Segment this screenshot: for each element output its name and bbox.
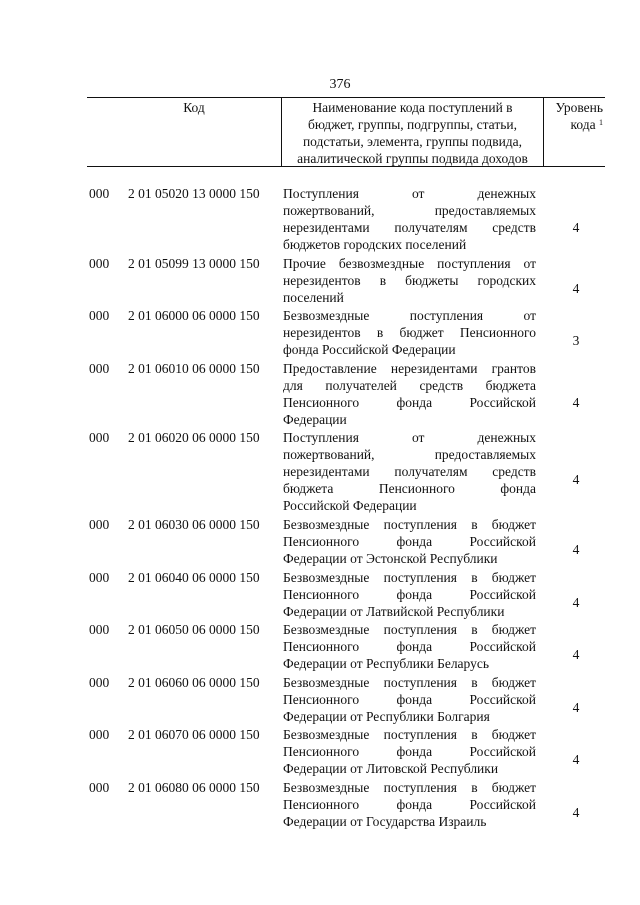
row-name-line: бюджетов городских поселений bbox=[283, 237, 467, 252]
header-name-label bbox=[281, 98, 544, 166]
row-level: 4 bbox=[572, 804, 580, 820]
row-level: 4 bbox=[572, 280, 580, 296]
row-name-line: Федерации от Государства Израиль bbox=[283, 813, 487, 829]
row-admin-code: 000 bbox=[89, 360, 110, 376]
row-name-line: бюджета Пенсионного фонда bbox=[283, 481, 536, 497]
row-name-line: фонда Российской Федерации bbox=[283, 342, 456, 358]
header-name-line: подстатьи, элемента, группы подвида, bbox=[302, 134, 523, 149]
row-level: 4 bbox=[572, 220, 580, 235]
row-level: 3 bbox=[572, 333, 580, 349]
row-admin-code: 000 bbox=[89, 186, 110, 201]
header-name-line: бюджет, группы, подгруппы, статьи, bbox=[308, 117, 517, 132]
row-admin-code: 000 bbox=[89, 255, 110, 271]
row-level: 4 bbox=[572, 541, 580, 557]
row-admin-code: 000 bbox=[89, 430, 110, 446]
table-row bbox=[0, 307, 640, 360]
row-name-line: Пенсионного фонда Российской bbox=[283, 533, 536, 549]
row-admin-code: 000 bbox=[89, 622, 110, 638]
row-level: 4 bbox=[572, 699, 580, 715]
row-name-line: Безвозмездные поступления в бюджет bbox=[283, 516, 536, 532]
row-name-line: нерезидентами получателям средств bbox=[283, 220, 536, 235]
header-code-label: Код bbox=[183, 100, 205, 115]
table-row bbox=[0, 429, 640, 516]
page-number: 376 bbox=[329, 77, 351, 92]
table-body bbox=[0, 185, 640, 832]
row-classification-code: 2 01 06020 06 0000 150 bbox=[128, 430, 260, 446]
row-classification-code: 2 01 06060 06 0000 150 bbox=[128, 674, 260, 690]
header-name-line: Наименование кода поступлений в bbox=[312, 100, 513, 115]
row-admin-code: 000 bbox=[89, 674, 110, 690]
row-name-line: Безвозмездные поступления в бюджет bbox=[283, 622, 536, 638]
table-row bbox=[0, 255, 640, 308]
footnote-marker: 1 bbox=[599, 118, 603, 127]
row-name-line: Прочие безвозмездные поступления от bbox=[283, 255, 536, 271]
row-name bbox=[283, 185, 536, 253]
row-admin-code: 000 bbox=[89, 569, 110, 585]
row-level: 4 bbox=[572, 394, 580, 410]
row-admin-code: 000 bbox=[89, 308, 110, 324]
row-classification-code: 2 01 06080 06 0000 150 bbox=[128, 779, 260, 795]
row-name-line: Пенсионного фонда Российской bbox=[283, 744, 536, 760]
row-name bbox=[283, 779, 536, 830]
row-name-line: Федерации от Республики Беларусь bbox=[283, 656, 490, 672]
row-name-line: Поступления от денежных bbox=[283, 430, 536, 446]
row-name-line: Безвозмездные поступления от bbox=[283, 308, 536, 324]
row-level: 4 bbox=[572, 594, 580, 610]
table-row bbox=[0, 516, 640, 569]
row-name-line: Российской Федерации bbox=[283, 498, 417, 514]
row-name bbox=[283, 569, 536, 620]
row-classification-code: 2 01 06040 06 0000 150 bbox=[128, 569, 260, 585]
row-name-line: Федерации bbox=[283, 411, 347, 427]
row-name bbox=[283, 516, 536, 567]
row-name-line: поселений bbox=[283, 289, 344, 305]
row-name-line: пожертвований, предоставляемых bbox=[283, 203, 536, 218]
table-row bbox=[0, 185, 640, 255]
row-name bbox=[283, 255, 536, 306]
row-name bbox=[283, 429, 536, 514]
row-name-line: Предоставление нерезидентами грантов bbox=[283, 360, 536, 376]
row-name bbox=[283, 307, 536, 358]
table-row bbox=[0, 779, 640, 832]
row-name-line: Федерации от Республики Болгария bbox=[283, 708, 490, 724]
row-name-line: нерезидентами получателям средств bbox=[283, 464, 536, 480]
table-row bbox=[0, 621, 640, 674]
row-level: 4 bbox=[572, 472, 580, 488]
row-name-line: Безвозмездные поступления в бюджет bbox=[283, 727, 536, 743]
row-name-line: Федерации от Эстонской Республики bbox=[283, 550, 498, 566]
row-name bbox=[283, 674, 536, 725]
row-classification-code: 2 01 05099 13 0000 150 bbox=[128, 255, 260, 271]
header-level-line-2 bbox=[544, 116, 603, 133]
row-name-line: Федерации от Литовской Республики bbox=[283, 761, 499, 777]
row-classification-code: 2 01 05020 13 0000 150 bbox=[128, 186, 260, 201]
row-name bbox=[283, 621, 536, 672]
row-name-line: Пенсионного фонда Российской bbox=[283, 394, 536, 410]
row-level: 4 bbox=[572, 647, 580, 663]
row-name-line: Пенсионного фонда Российской bbox=[283, 691, 536, 707]
row-name-line: Пенсионного фонда Российской bbox=[283, 639, 536, 655]
row-name-line: Безвозмездные поступления в бюджет bbox=[283, 569, 536, 585]
row-name bbox=[283, 360, 536, 428]
row-name-line: нерезидентов в бюджет Пенсионного bbox=[283, 325, 536, 341]
row-name-line: Поступления от денежных bbox=[283, 186, 536, 201]
header-name-line: аналитической группы подвида доходов bbox=[297, 151, 528, 166]
row-classification-code: 2 01 06030 06 0000 150 bbox=[128, 516, 260, 532]
row-classification-code: 2 01 06050 06 0000 150 bbox=[128, 622, 260, 638]
header-level-label bbox=[544, 98, 605, 166]
table-row bbox=[0, 360, 640, 430]
row-name-line: Пенсионного фонда Российской bbox=[283, 586, 536, 602]
row-classification-code: 2 01 06010 06 0000 150 bbox=[128, 360, 260, 376]
row-classification-code: 2 01 06070 06 0000 150 bbox=[128, 727, 260, 743]
row-level: 4 bbox=[572, 752, 580, 768]
header-level-line: Уровень bbox=[555, 100, 603, 115]
row-name-line: для получателей средств бюджета bbox=[283, 377, 536, 393]
row-name-line: нерезидентов в бюджеты городских bbox=[283, 272, 536, 288]
row-admin-code: 000 bbox=[89, 727, 110, 743]
table-row bbox=[0, 569, 640, 622]
row-name-line: Пенсионного фонда Российской bbox=[283, 796, 536, 812]
table-row bbox=[0, 726, 640, 779]
table-row bbox=[0, 674, 640, 727]
table-header bbox=[87, 97, 605, 167]
row-name-line: Безвозмездные поступления в бюджет bbox=[283, 674, 536, 690]
row-name-line: Федерации от Латвийской Республики bbox=[283, 603, 505, 619]
row-classification-code: 2 01 06000 06 0000 150 bbox=[128, 308, 260, 324]
row-admin-code: 000 bbox=[89, 779, 110, 795]
row-name-line: Безвозмездные поступления в бюджет bbox=[283, 779, 536, 795]
row-name bbox=[283, 726, 536, 777]
row-admin-code: 000 bbox=[89, 516, 110, 532]
header-level-kod: кода bbox=[570, 117, 596, 132]
row-name-line: пожертвований, предоставляемых bbox=[283, 447, 536, 463]
